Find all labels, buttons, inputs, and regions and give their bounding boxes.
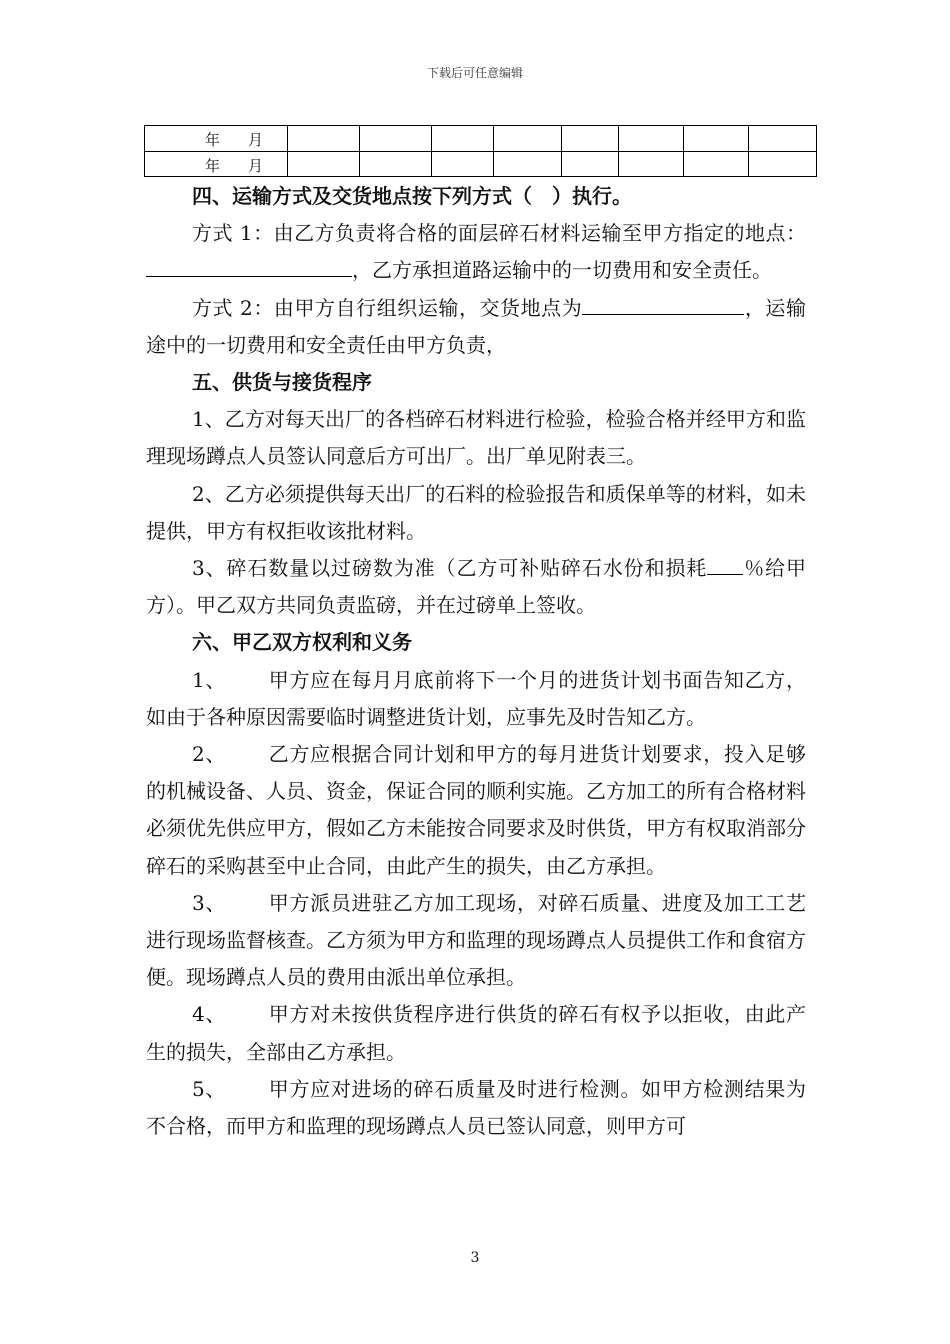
year-label: 年 <box>205 156 221 175</box>
section-4-method-1: 方式 1：由乙方负责将合格的面层碎石材料运输至甲方指定的地点：，乙方承担道路运输中的一切费用和安全责任。 <box>146 215 806 289</box>
location-blank <box>146 258 352 277</box>
section-5-item-2: 2、乙方必须提供每天出厂的石料的检验报告和质保单等的材料，如未提供，甲方有权拒收该批材料。 <box>146 481 806 543</box>
table-cell <box>288 126 360 152</box>
table-cell <box>494 126 562 152</box>
section-6-item-2: 2、 乙方应根据合同计划和甲方的每月进货计划要求，投入足够的机械设备、人员、资金，保证合同的顺利实施。乙方加工的所有合格材料必须优先供应甲方，假如乙方未能按合同要求及时供货，甲方有权取消部分碎石的采购甚至中止合同，由此产生的损失，由乙方承担。 <box>146 742 806 878</box>
table-cell <box>749 151 817 177</box>
loss-percent-blank <box>707 556 743 575</box>
table-cell <box>619 151 684 177</box>
section-5-item-1: 1、乙方对每天出厂的各档碎石材料进行检验，检验合格并经甲方和监理现场蹲点人员签认同意后方可出厂。出厂单见附表三。 <box>146 407 806 469</box>
date-label-cell <box>145 151 288 177</box>
table-cell <box>432 126 494 152</box>
table-row <box>145 151 817 177</box>
table-cell <box>360 151 432 177</box>
table-cell <box>619 126 684 152</box>
table-cell <box>432 151 494 177</box>
section-5-heading: 五、供货与接货程序 <box>192 370 372 395</box>
table-cell <box>562 126 619 152</box>
section-6-item-5: 5、 甲方应对进场的碎石质量及时进行检测。如甲方检测结果为不合格，而甲方和监理的现场蹲点人员已签认同意，则甲方可 <box>146 1076 806 1139</box>
month-label: 月 <box>248 156 264 175</box>
section-6-item-4: 4、 甲方对未按供货程序进行供货的碎石有权予以拒收，由此产生的损失，全部由乙方承担。 <box>146 1002 806 1064</box>
section-6-item-1: 1、 甲方应在每月月底前将下一个月的进货计划书面告知乙方，如由于各种原因需要临时调整进货计划，应事先及时告知乙方。 <box>146 667 806 729</box>
table-cell <box>494 151 562 177</box>
table-row <box>145 126 817 152</box>
page-number: 3 <box>470 1250 480 1266</box>
year-label: 年 <box>205 131 221 149</box>
table-cell <box>749 126 817 152</box>
delivery-location-blank <box>582 296 744 315</box>
table-cell <box>360 126 432 152</box>
section-5-item-3: 3、碎石数量以过磅数为准（乙方可补贴碎石水份和损耗 ％给甲方）。甲乙双方共同负责监磅，并在过磅单上签收。 <box>146 556 807 618</box>
document-body <box>146 178 806 1145</box>
table-cell <box>562 151 619 177</box>
section-6-heading: 六、甲乙双方权利和义务 <box>192 630 412 655</box>
date-table <box>144 125 817 177</box>
page-header: 下载后可任意编辑 <box>426 66 523 80</box>
section-4-heading: 四、运输方式及交货地点按下列方式（ ）执行。 <box>192 184 632 208</box>
table-cell <box>684 126 749 152</box>
section-6-item-3: 3、 甲方派员进驻乙方加工现场，对碎石质量、进度及加工工艺进行现场监督核查。乙方须为甲方和监理的现场蹲点人员提供工作和食宿方便。现场蹲点人员的费用由派出单位承担。 <box>146 890 806 990</box>
section-4-method-2: 方式 2：由甲方自行组织运输，交货地点为 ，运输途中的一切费用和安全责任由甲方负责， <box>146 295 806 357</box>
table-cell <box>684 151 749 177</box>
month-label: 月 <box>248 131 264 149</box>
table-cell <box>288 151 360 177</box>
date-label-cell <box>145 126 288 152</box>
